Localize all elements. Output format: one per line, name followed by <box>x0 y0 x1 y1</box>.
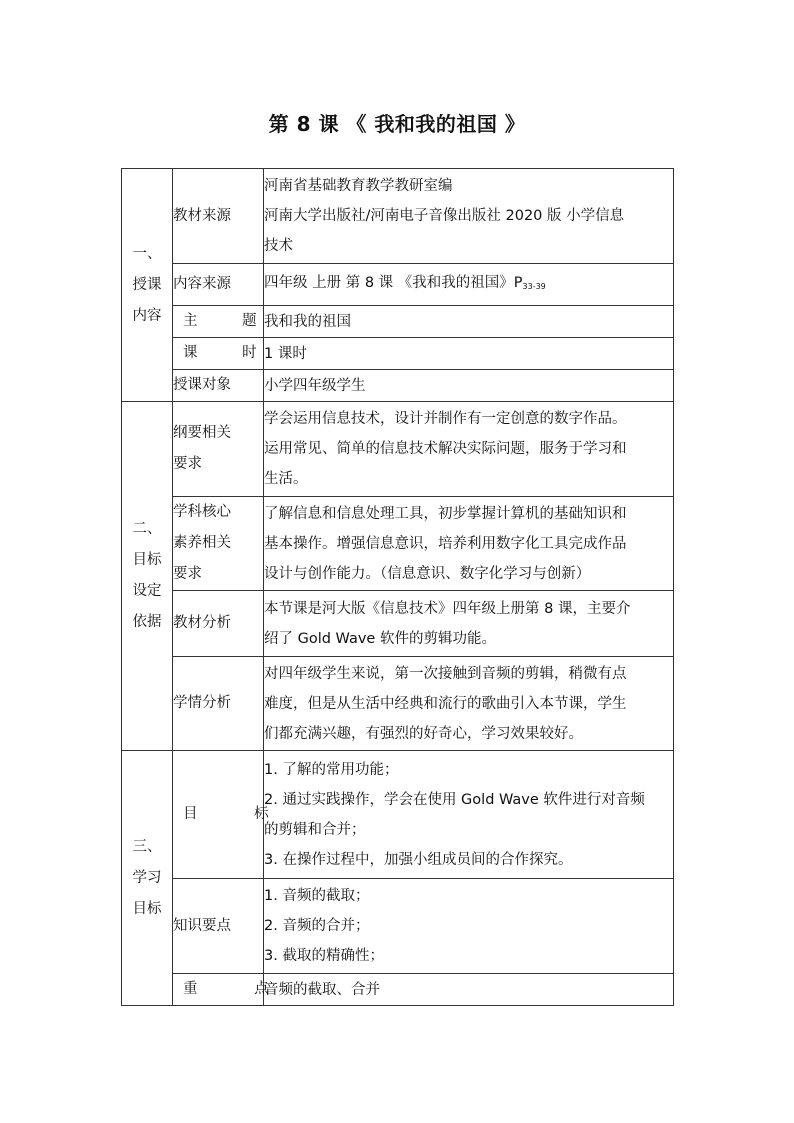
row-value: 学会运用信息技术，设计并制作有一定创意的数字作品。 运用常见、简单的信息技术解决实际问题，服务于学习和 生活。 <box>264 402 674 497</box>
table-row <box>122 338 674 370</box>
table-row <box>122 591 674 657</box>
section-label: 三、 学习 目标 <box>122 751 173 1006</box>
document-title: 第 8 课 《 我和我的祖国 》 <box>268 112 526 136</box>
table-row <box>122 370 674 402</box>
row-label: 目 标 <box>173 751 264 879</box>
row-value: 1 课时 <box>264 338 674 370</box>
row-label: 学情分析 <box>173 657 264 751</box>
row-value: 音频的截取、合并 <box>264 974 674 1006</box>
row-label: 知识要点 <box>173 879 264 974</box>
table-row <box>122 306 674 338</box>
row-label: 纲要相关 要求 <box>173 402 264 497</box>
section-label: 二、 目标 设定 依据 <box>122 402 173 751</box>
table-row <box>122 497 674 591</box>
row-value: 小学四年级学生 <box>264 370 674 402</box>
row-value: 河南省基础教育教学教研室编 河南大学出版社/河南电子音像出版社 2020 版 小学信息 技术 <box>264 169 674 264</box>
row-label: 学科核心 素养相关 要求 <box>173 497 264 591</box>
row-value: 1. 了解的常用功能； 2. 通过实践操作，学会在使用 Gold Wave 软件进行对音频 的剪辑和合并； 3. 在操作过程中，加强小组成员间的合作探究。 <box>264 751 674 879</box>
row-value: 1. 音频的截取； 2. 音频的合并； 3. 截取的精确性； <box>264 879 674 974</box>
table-row <box>122 169 674 264</box>
row-label: 主 题 <box>173 306 264 338</box>
row-label: 教材分析 <box>173 591 264 657</box>
table-row <box>122 751 674 879</box>
table-row <box>122 974 674 1006</box>
row-label: 授课对象 <box>173 370 264 402</box>
row-label: 教材来源 <box>173 169 264 264</box>
row-value: 了解信息和信息处理工具，初步掌握计算机的基础知识和 基本操作。增强信息意识，培养利用数字化工具完成作品 设计与创作能力。（信息意识、数字化学习与创新） <box>264 497 674 591</box>
row-value: 我和我的祖国 <box>264 306 674 338</box>
table-row <box>122 657 674 751</box>
table-row <box>122 402 674 497</box>
row-label: 课 时 <box>173 338 264 370</box>
row-value: 对四年级学生来说，第一次接触到音频的剪辑，稍微有点 难度，但是从生活中经典和流行的歌曲引入本节课，学生 们都充满兴趣，有强烈的好奇心，学习效果较好。 <box>264 657 674 751</box>
page-range-subscript: 33-39 <box>522 281 546 291</box>
section-label: 一、 授课 内容 <box>122 169 173 402</box>
row-value: 四年级 上册 第 8 课 《我和我的祖国》P33-39 <box>264 264 674 306</box>
row-label: 重 点 <box>173 974 264 1006</box>
table-row <box>122 264 674 306</box>
row-value: 本节课是河大版《信息技术》四年级上册第 8 课，主要介 绍了 Gold Wave 软件的剪辑功能。 <box>264 591 674 657</box>
lesson-plan-table <box>121 168 674 1006</box>
table-row <box>122 879 674 974</box>
row-label: 内容来源 <box>173 264 264 306</box>
